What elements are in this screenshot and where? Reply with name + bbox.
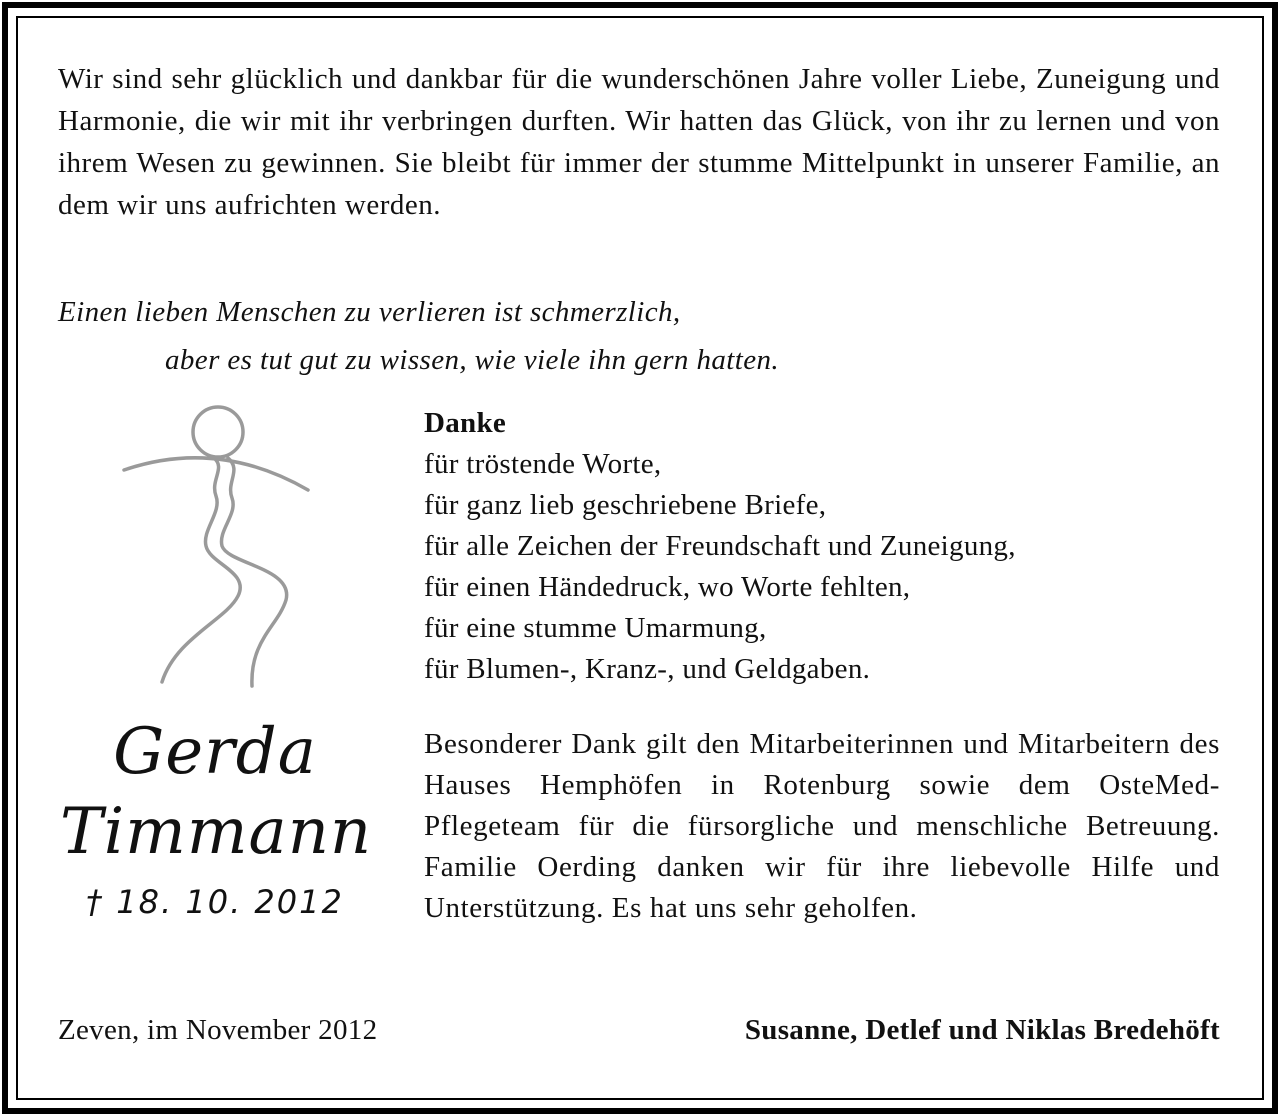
last-name: Timmann <box>60 795 373 869</box>
quote-line-1: Einen lieben Menschen zu verlieren ist schmerzlich, <box>58 296 681 328</box>
signatories: Susanne, Detlef und Niklas Bredehöft <box>744 1014 1220 1046</box>
thanks-list <box>424 403 1224 690</box>
thanks-item: für alle Zeichen der Freundschaft und Zuneigung, <box>424 530 1016 562</box>
thanks-item: für ganz lieb geschriebene Briefe, <box>424 489 827 521</box>
sun-horizon-path-icon <box>118 400 314 692</box>
death-date: † 18. 10. 2012 <box>86 883 344 921</box>
first-name: Gerda <box>113 715 317 789</box>
thanks-title: Danke <box>424 407 507 439</box>
deceased-name-block <box>60 712 373 930</box>
thanks-item: für eine stumme Umarmung, <box>424 612 767 644</box>
thanks-item: für Blumen-, Kranz-, und Geldgaben. <box>424 653 871 685</box>
thanks-item: für einen Händedruck, wo Worte fehlten, <box>424 571 911 603</box>
thanks-item: für tröstende Worte, <box>424 448 662 480</box>
intro-paragraph: Wir sind sehr glücklich und dankbar für die wunderschönen Jahre voller Liebe, Zuneigung und Harmonie, die wir mit ihr verbringen durften. Wir hatten das Glück, von ihr zu lernen und von ihrem Wesen zu gewinnen. Sie bleibt für immer der stumme Mittelpunkt in unserer Familie, an dem wir uns aufrichten werden. <box>58 63 1220 221</box>
place-date: Zeven, im November 2012 <box>58 1014 378 1046</box>
quote <box>58 288 1058 384</box>
special-thanks-paragraph: Besonderer Dank gilt den Mitarbeiterinnen und Mitarbeitern des Hauses Hemphöfen in Rotenburg sowie dem OsteMed-Pflegeteam für die fürsorgliche und menschliche Betreuung. Familie Oerding danken wir für ihre liebevolle Hilfe und Unterstützung. Es hat uns sehr geholfen. <box>424 728 1220 924</box>
quote-line-2: aber es tut gut zu wissen, wie viele ihn gern hatten. <box>165 344 780 376</box>
